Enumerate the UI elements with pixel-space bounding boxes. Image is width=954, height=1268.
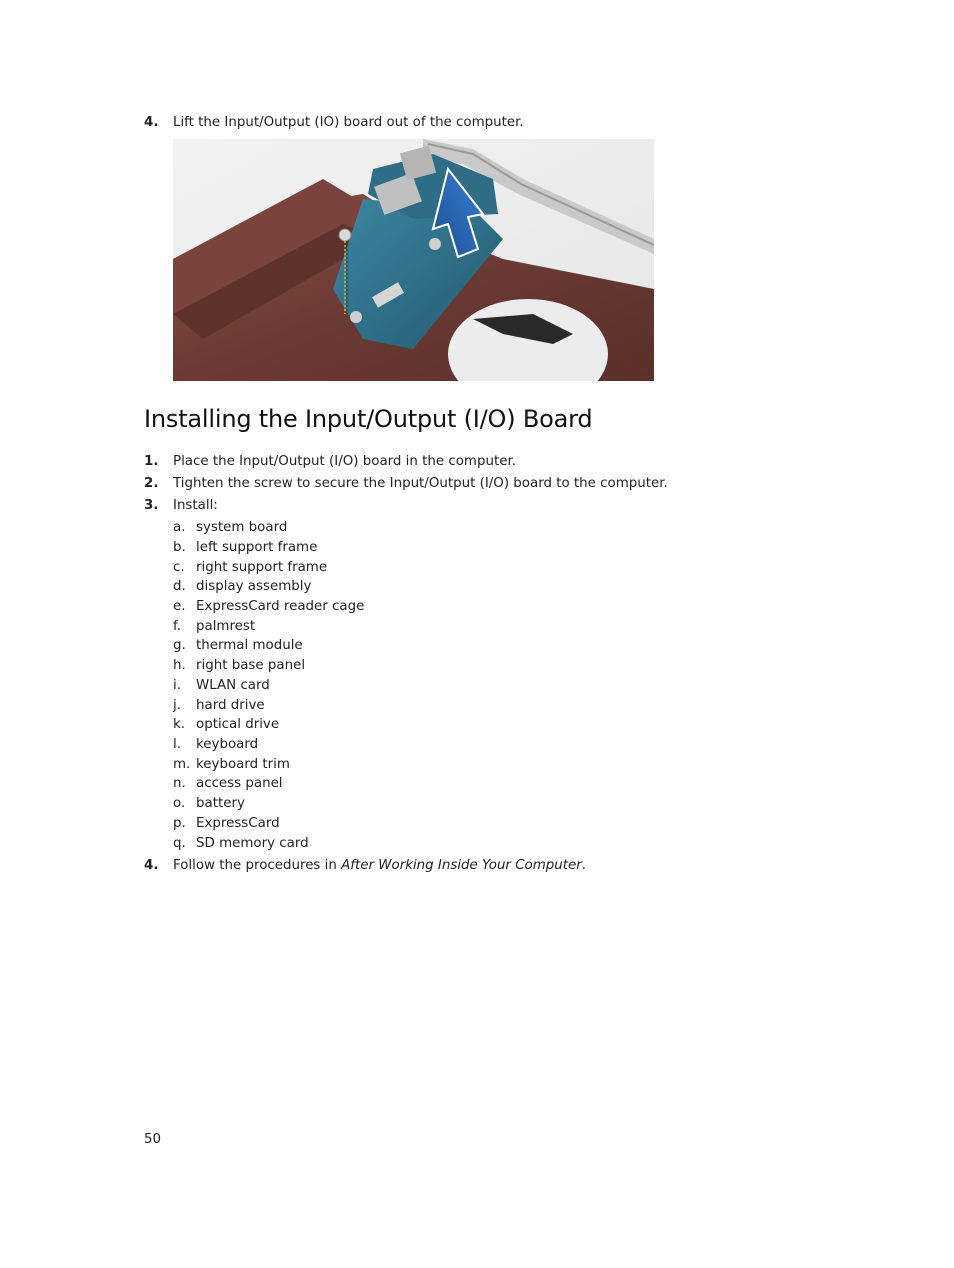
item-letter: h. [173, 658, 186, 673]
item-letter: g. [173, 638, 186, 653]
item-letter: a. [173, 520, 186, 535]
item-letter: l. [173, 737, 181, 752]
step-text-before: Follow the procedures in [173, 858, 342, 873]
step-number: 4. [144, 115, 159, 130]
item-text: WLAN card [196, 678, 270, 693]
section-title: Installing the Input/Output (I/O) Board [144, 405, 593, 433]
item-letter: q. [173, 836, 186, 851]
io-board-removal-photo [173, 139, 654, 381]
step-number: 1. [144, 454, 159, 469]
item-text: keyboard trim [196, 757, 290, 772]
item-letter: o. [173, 796, 186, 811]
item-letter: b. [173, 540, 186, 555]
item-text: display assembly [196, 579, 312, 594]
item-text: ExpressCard reader cage [196, 599, 365, 614]
item-text: battery [196, 796, 245, 811]
step-number: 2. [144, 476, 159, 491]
step-text: Lift the Input/Output (IO) board out of the computer. [173, 115, 524, 130]
after-working-inside-link-text: After Working Inside Your Computer [341, 858, 582, 873]
item-letter: f. [173, 619, 181, 634]
item-letter: e. [173, 599, 186, 614]
item-text: right support frame [196, 560, 328, 575]
item-text: keyboard [196, 737, 259, 752]
item-text: thermal module [196, 638, 303, 653]
page-number: 50 [144, 1132, 162, 1147]
item-text: system board [196, 520, 288, 535]
item-text: ExpressCard [196, 816, 280, 831]
item-text: SD memory card [196, 836, 309, 851]
step-text-after: . [581, 858, 587, 873]
item-letter: j. [173, 698, 181, 713]
item-text: hard drive [196, 698, 265, 713]
item-letter: d. [173, 579, 186, 594]
step-text: Place the Input/Output (I/O) board in the computer. [173, 454, 516, 469]
item-letter: c. [173, 560, 185, 575]
item-letter: n. [173, 776, 186, 791]
step-number: 4. [144, 858, 159, 873]
item-text: left support frame [196, 540, 318, 555]
item-text: optical drive [196, 717, 280, 732]
item-letter: p. [173, 816, 186, 831]
step-number: 3. [144, 498, 159, 513]
item-letter: i. [173, 678, 181, 693]
item-text: palmrest [196, 619, 256, 634]
item-letter: m. [173, 757, 191, 772]
step-text: Install: [173, 498, 218, 513]
item-letter: k. [173, 717, 186, 732]
step-text: Tighten the screw to secure the Input/Output (I/O) board to the computer. [173, 476, 668, 491]
item-text: access panel [196, 776, 283, 791]
item-text: right base panel [196, 658, 306, 673]
step-text [173, 857, 586, 875]
